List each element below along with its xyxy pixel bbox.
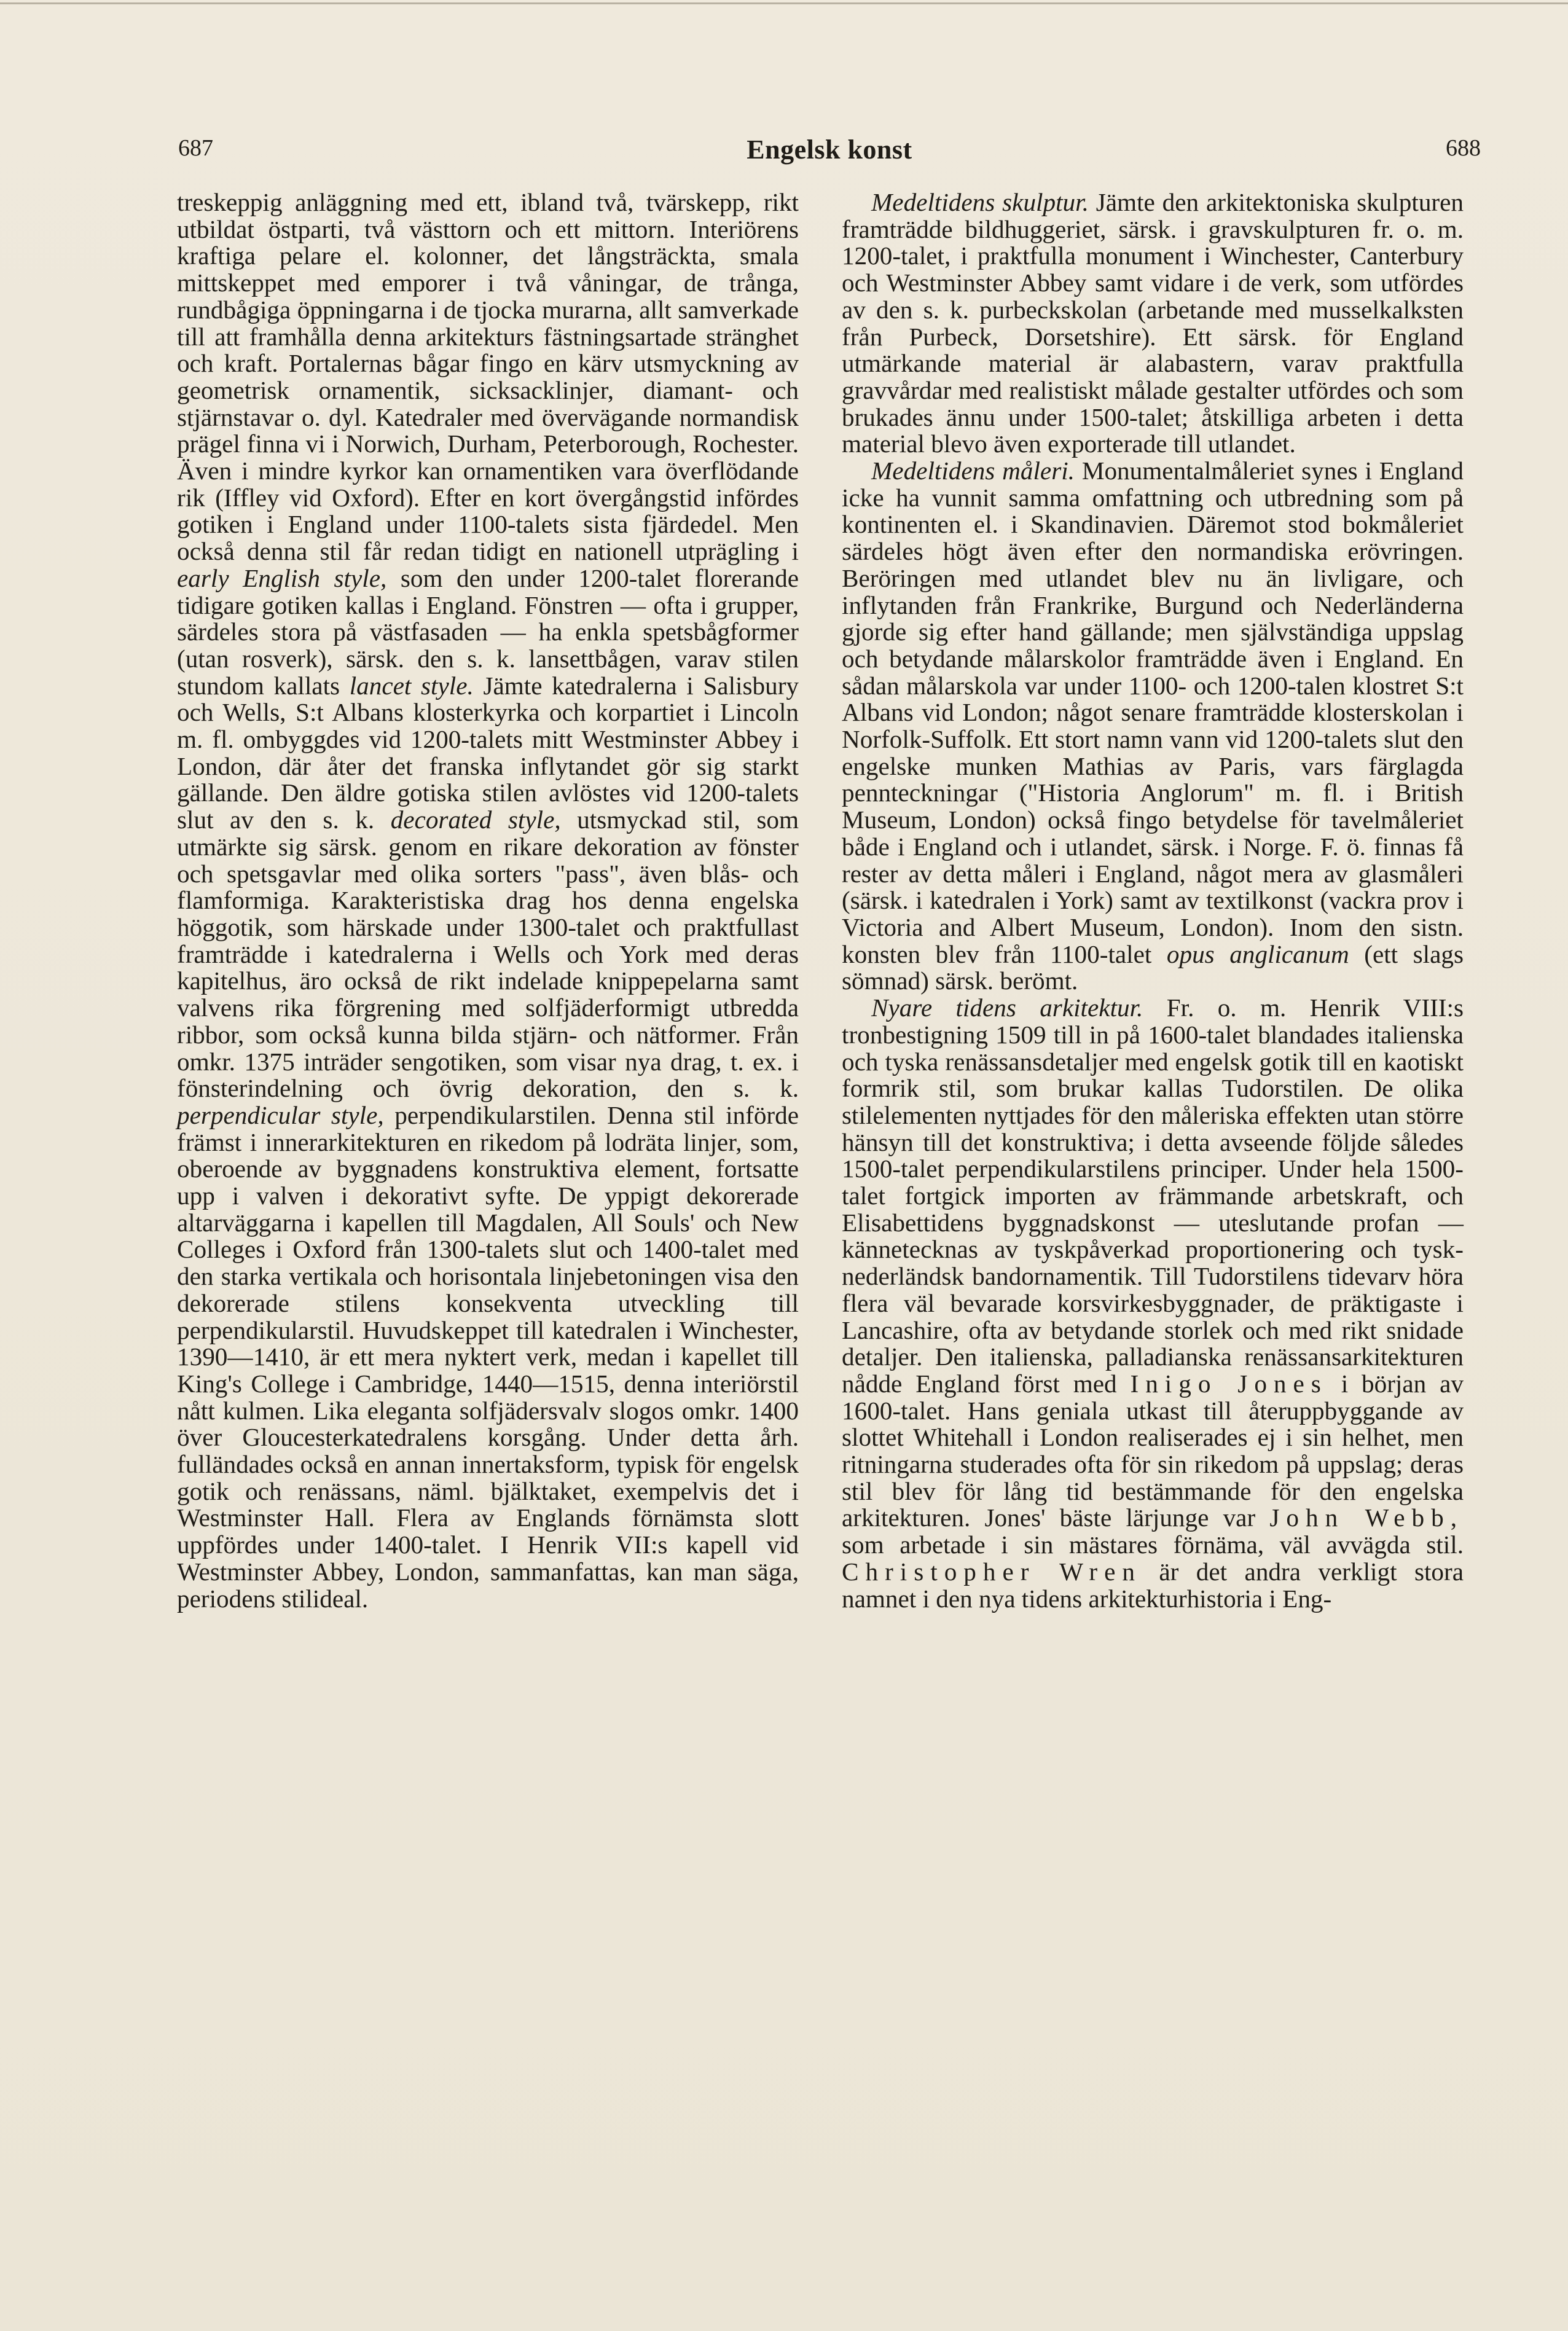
italic-term: decorated style,: [390, 805, 561, 834]
page-header: [178, 136, 1481, 179]
paragraph-modern-architecture: [842, 995, 1464, 1612]
text-run: är det andra verkligt stora namnet i den nya tidens arkitekturhistoria i Eng-: [842, 1557, 1464, 1613]
text-run: utsmyckad stil, som utmärkte sig särsk. genom en rikare dekoration av fönster och spetsgavlar med olika sorters "pass", även blås- och flamformiga. Karakteristiska drag hos denna engelska höggotik, som härskade under 1300-talet och praktfullast framträdde i katedralerna i Wells och York med deras kapitelhus, äro också de rikt indelade knippepelarna samt valvens rika förgrening med solfjäderformigt utbredda ribbor, som också kunna bilda stjärn- och nätformer. Från omkr. 1375 inträder sengotiken, som visar nya drag, t. ex. i fönsterindelning och övrig dekoration, den s. k.: [177, 805, 799, 1103]
spaced-name: Inigo Jones: [1130, 1369, 1328, 1398]
text-run: treskeppig anläggning med ett, ibland två, tvärskepp, rikt utbildat östparti, två västtorn och ett mittorn. Interiörens kraftiga pelare el. kolonner, det långsträckta, smala mittskeppet med emporer i två våningar, de trånga, rundbågiga öppningarna i de tjocka murarna, allt samverkade till att framhålla denna arkitekturs fästningsartade stränghet och kraft. Portalernas bågar fingo en kärv utsmyckning av geometrisk ornamentik, sicksacklinjer, diamant- och stjärnstavar o. dyl. Katedraler med övervägande normandisk prägel finna vi i Norwich, Durham, Peterborough, Rochester. Även i mindre kyrkor kan ornamentiken vara överflödande rik (Iffley vid Oxford). Efter en kort övergångstid infördes gotiken i England under 1100-talets sista fjärdedel. Men också denna stil får redan tidigt en nationell utprägling i: [177, 188, 799, 566]
running-title: Engelsk konst: [747, 135, 912, 165]
text-run: (ett slags sömnad) särsk. berömt.: [842, 939, 1464, 995]
section-heading: Medeltidens skulptur.: [871, 188, 1089, 216]
spaced-name: Christopher Wren: [842, 1557, 1142, 1586]
italic-term: lancet style.: [349, 671, 474, 700]
italic-term: opus anglicanum: [1166, 939, 1349, 968]
text-run: i början av 1600-talet. Hans geniala utkast till återuppbyggande av slottet Whitehall i London realiserades ej i sin helhet, men ritningarna studerades ofta för sin rikedom på uppslag; deras stil blev för lång tid bestämmande för den engelska arkitekturen. Jones' bäste lärjunge var: [842, 1369, 1464, 1532]
section-heading: Nyare tidens arkitektur.: [871, 993, 1143, 1022]
text-run: Jämte den arkitektoniska skulpturen framträdde bildhuggeriet, särsk. i gravskulpturen fr. o. m. 1200-talet, i praktfulla monument i Winchester, Canterbury och Westminster Abbey samt vidare i de verk, som utfördes av den s. k. purbeckskolan (arbetande med musselkalksten från Purbeck, Dorsetshire). Ett särsk. för England utmärkande material är alabastern, varav praktfulla gravvårdar med realistiskt målade gestalter utfördes och som brukades ännu under 1500-talet; åtskilliga arbeten i detta material blevo även exporterade till utlandet.: [842, 188, 1464, 458]
spaced-name: John Webb,: [1269, 1503, 1464, 1532]
text-run: Fr. o. m. Henrik VIII:s tronbestigning 1509 till in på 1600-talet blandades italienska och tyska renässansdetaljer med engelsk gotik till en kaotiskt formrik stil, som brukar kallas Tudorstilen. De olika stilelementen nyttjades för den måleriska effekten utan större hänsyn till det konstruktiva; i detta avseende följde således 1500-talet perpendikularstilens principer. Under hela 1500-talet fortgick importen av främmande arbetskraft, och Elisabettidens byggnadskonst — uteslutande profan — kännetecknas av tyskpåverkad proportionering och tysk-nederländsk bandornamentik. Till Tudorstilens tidevarv höra flera väl bevarade korsvirkesbyggnader, de präktigaste i Lancashire, ofta av betydande storlek och med rikt snidade detaljer. Den italienska, palladianska renässansarkitekturen nådde England först med: [842, 993, 1464, 1398]
text-run: Jämte katedralerna i Salisbury och Wells, S:t Albans klosterkyrka och korpartiet i Lincoln m. fl. ombyggdes vid 1200-talets mitt Westminster Abbey i London, där åter det franska inflytandet gör sig starkt gällande. Den äldre gotiska stilen avlöstes vid 1200-talets slut av den s. k.: [177, 671, 799, 834]
text-run: Monumentalmåleriet synes i England icke ha vunnit samma omfattning och utbredning som på kontinenten el. i Skandinavien. Däremot stod bokmåleriet särdeles högt även efter den normandiska erövringen. Beröringen med utlandet blev nu än livligare, och inflytanden från Frankrike, Burgund och Nederländerna gjorde sig efter hand gällande; men självständiga uppslag och betydande målarskolor framträdde även i England. En sådan målarskola var under 1100- och 1200-talen klostret S:t Albans vid London; något senare framträdde klosterskolan i Norfolk-Suffolk. Ett stort namn vann vid 1200-talets slut den engelske munken Mathias av Paris, vars färglagda pennteckningar ("Historia Anglorum" m. fl. i British Museum, London) också fingo betydelse för tavelmåleriet både i England och i utlandet, särsk. i Norge. F. ö. finnas få rester av detta måleri i England, något mera av glasmåleri (särsk. i katedralen i York) samt av textilkonst (vackra prov i Victoria and Albert Museum, London). Inom den sistn. konsten blev från 1100-talet: [842, 456, 1464, 968]
right-column: [842, 189, 1464, 1612]
italic-term: early English style,: [177, 563, 387, 592]
text-run: perpendikularstilen. Denna stil införde främst i innerarkitekturen en rikedom på lodräta linjer, som, oberoende av byggnadens konstruktiva element, fortsatte upp i valven i dekorativt syfte. De yppigt dekorerade altarväggarna i kapellen till Magdalen, All Souls' och New Colleges i Oxford från 1300-talets slut och 1400-talet med den starka vertikala och horisontala linjebetoningen visa den dekorerade stilens konsekventa utveckling till perpendikularstil. Huvudskeppet till katedralen i Winchester, 1390—1410, är ett mera nyktert verk, medan i kapellet till King's College i Cambridge, 1440—1515, denna interiörstil nått kulmen. Lika eleganta solfjädersvalv slogos omkr. 1400 över Gloucesterkatedralens korsgång. Under detta årh. fulländades också en annan innertaksform, typisk för engelsk gotik och renässans, näml. bjälktaket, exempelvis det i Westminster Hall. Flera av Englands förnämsta slott uppfördes under 1400-talet. I Henrik VII:s kapell vid Westminster Abbey, London, sammanfattas, kan man säga, periodens stilideal.: [177, 1100, 799, 1613]
top-edge-rule: [0, 2, 1568, 4]
section-heading: Medeltidens måleri.: [871, 456, 1075, 485]
paragraph-medieval-painting: [842, 458, 1464, 995]
left-column: [177, 189, 799, 1612]
paragraph-medieval-sculpture: [842, 189, 1464, 458]
text-run: som arbetade i sin mästares förnäma, väl avvägda stil.: [842, 1530, 1464, 1559]
italic-term: perpendicular style,: [177, 1100, 384, 1129]
text-run: som den under 1200-talet florerande tidigare gotiken kallas i England. Fönstren — ofta i grupper, särdeles stora på västfasaden — ha enkla spetsbågformer (utan rosverk), särsk. den s. k. lansettbågen, varav stilen stundom kallats: [177, 563, 799, 700]
paragraph: [177, 189, 799, 1612]
page-number-right: 688: [1446, 135, 1481, 161]
page-number-left: 687: [178, 135, 213, 161]
